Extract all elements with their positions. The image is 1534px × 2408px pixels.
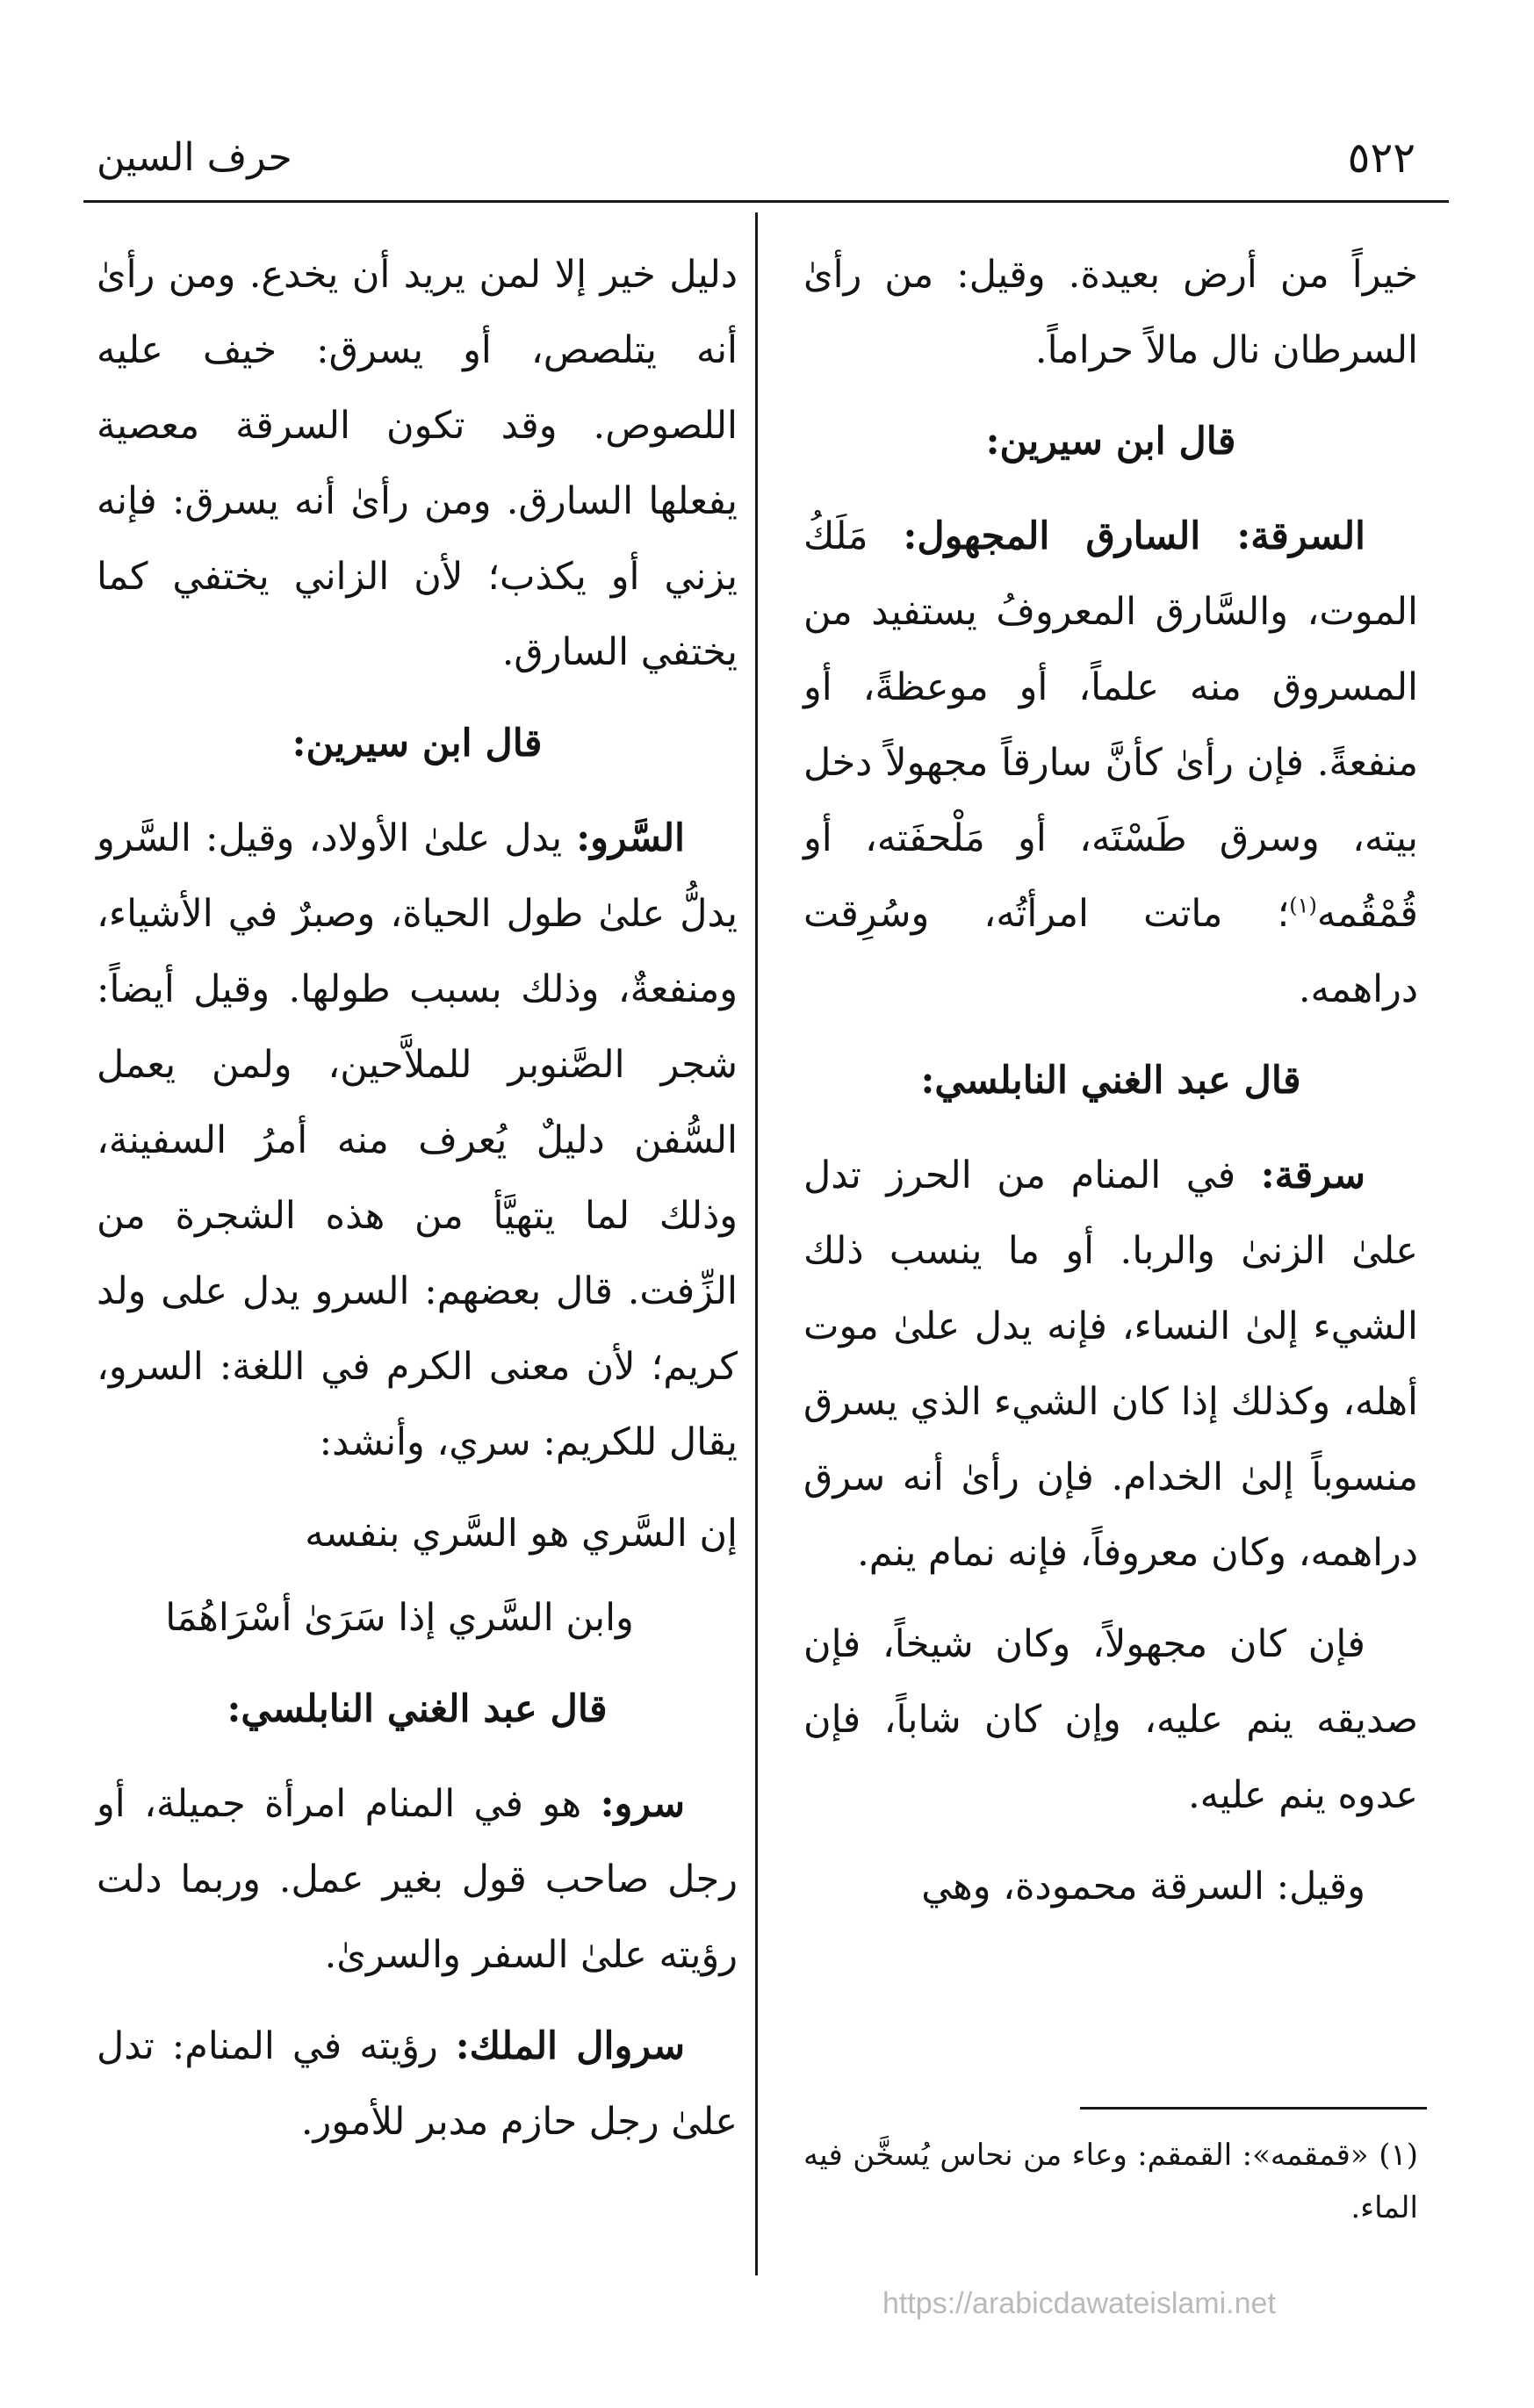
entry-keyword: سرو:	[600, 1782, 685, 1826]
entry-text: رؤيته في المنام: تدل علىٰ رجل حازم مدبر للأمور.	[97, 2024, 738, 2144]
footnote	[803, 2129, 1418, 2234]
footnote-text: (١) «قمقمه»: القمقم: وعاء من نحاس يُسخَّن فيه الماء.	[803, 2138, 1418, 2225]
entry-keyword: السرقة: السارق المجهول:	[903, 514, 1365, 558]
entry-keyword: سرقة:	[1260, 1154, 1365, 1197]
section-heading: قال ابن سيرين:	[985, 420, 1236, 464]
chapter-title: حرف السين	[97, 135, 292, 180]
column-divider	[755, 212, 758, 2275]
entry-text: في المنام من الحرز تدل علىٰ الزنىٰ والربا. أو ما ينسب ذلك الشيء إلىٰ النساء، فإنه يدل علىٰ موت أهله، وكذلك إذا كان الشيء الذي يسرق منسوباً إلىٰ الخدام. فإن رأىٰ أنه سرق دراهمه، وكان معروفاً، فإنه نمام ينم.	[803, 1154, 1418, 1575]
paragraph	[97, 1766, 738, 1993]
entry-text: هو في المنام امرأة جميلة، أو رجل صاحب قول بغير عمل. وربما دلت رؤيته علىٰ السفر والسرىٰ.	[97, 1782, 738, 1977]
verse-line: إن السَّري هو السَّري بنفسه	[305, 1512, 738, 1556]
footnote-rule	[1080, 2107, 1427, 2110]
entry-keyword: سروال الملك:	[455, 2024, 686, 2068]
left-column	[97, 237, 738, 2175]
paragraph: خيراً من أرض بعيدة. وقيل: من رأىٰ السرطان نال مالاً حراماً.	[803, 253, 1418, 372]
paragraph	[803, 499, 1418, 1027]
paragraph	[803, 1138, 1418, 1591]
paragraph	[97, 801, 738, 1480]
watermark-url: https://arabicdawateislami.net	[882, 2287, 1276, 2320]
paragraph	[97, 2009, 738, 2160]
right-column	[803, 237, 1418, 1940]
entry-keyword: السَّرو:	[576, 816, 685, 860]
entry-text: يدل علىٰ الأولاد، وقيل: السَّرو يدلُّ علىٰ طول الحياة، وصبرٌ في الأشياء، ومنفعةٌ، وذلك بسبب طولها. وقيل أيضاً: شجر الصَّنوبر للملاَّحين، ولمن يعمل السُّفن دليلٌ يُعرف منه أمرُ السفينة، وذلك لما يتهيَّأ من هذه الشجرة من الزِّفت. قال بعضهم: السرو يدل على ولد كريم؛ لأن معنى الكرم في اللغة: السرو، يقال للكريم: سري، وأنشد:	[97, 816, 738, 1464]
section-heading: قال عبد الغني النابلسي:	[227, 1687, 608, 1731]
header-rule	[83, 200, 1449, 203]
verse-line: وابن السَّري إذا سَرَىٰ أسْرَاهُمَا	[165, 1596, 634, 1640]
paragraph: وقيل: السرقة محمودة، وهي	[921, 1865, 1365, 1908]
paragraph: دليل خير إلا لمن يريد أن يخدع. ومن رأىٰ أنه يتلصص، أو يسرق: خيف عليه اللصوص. وقد تكون السرقة معصية يفعلها السارق. ومن رأىٰ أنه يسرق: فإنه يزني أو يكذب؛ لأن الزاني يختفي كما يختفي السارق.	[97, 253, 738, 674]
section-heading: قال عبد الغني النابلسي:	[920, 1059, 1301, 1103]
page-number: ٥٢٢	[1347, 133, 1415, 183]
entry-text: ؛ ماتت امرأتُه، وسُرِقت دراهمه.	[803, 892, 1418, 1011]
paragraph: فإن كان مجهولاً، وكان شيخاً، فإن صديقه ينم عليه، وإن كان شاباً، فإن عدوه ينم عليه.	[803, 1622, 1418, 1817]
entry-text: مَلَكُ الموت، والسَّارق المعروفُ يستفيد من المسروق منه علماً، أو موعظةً، أو منفعةً. فإن رأىٰ كأنَّ سارقاً مجهولاً دخل بيته، وسرق طَسْتَه، أو مَلْحفَته، أو قُمْقُمه	[803, 514, 1418, 936]
section-heading: قال ابن سيرين:	[292, 722, 543, 766]
footnote-marker: (١)	[1289, 893, 1317, 918]
